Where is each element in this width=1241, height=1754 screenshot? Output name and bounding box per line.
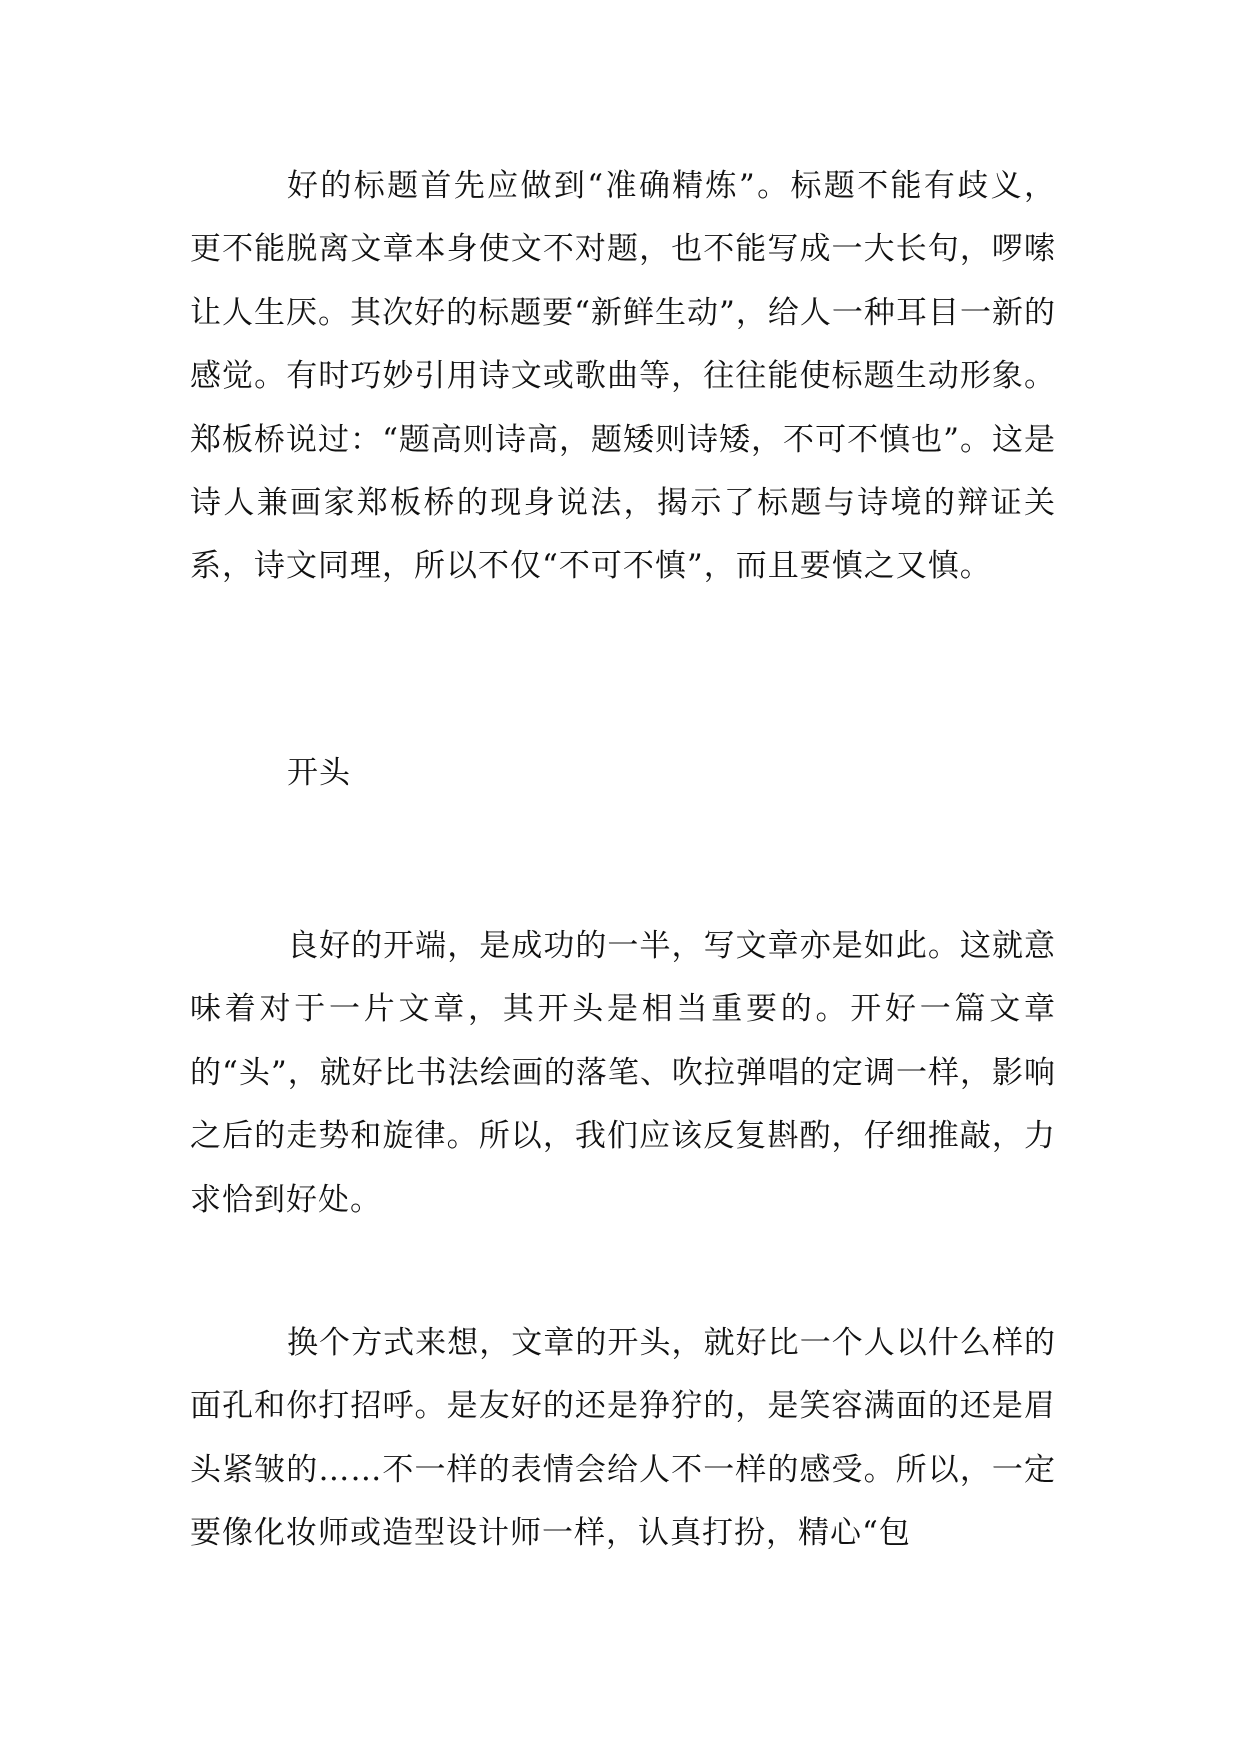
- section-heading-opening: 开头: [287, 755, 351, 791]
- paragraph-title-quality: 好的标题首先应做到“准确精炼”。标题不能有歧义，更不能脱离文章本身使文不对题，也不能写成一大长句，啰嗦让人生厌。其次好的标题要“新鲜生动”，给人一种耳目一新的感觉。有时巧妙引用诗文或歌曲等，往往能使标题生动形象。郑板桥说过：“题高则诗高，题矮则诗矮，不可不慎也”。这是诗人兼画家郑板桥的现身说法，揭示了标题与诗境的辩证关系，诗文同理，所以不仅“不可不慎”，而且要慎之又慎。: [190, 168, 1056, 585]
- paragraph-good-beginning: 良好的开端，是成功的一半，写文章亦是如此。这就意味着对于一片文章，其开头是相当重要的。开好一篇文章的“头”，就好比书法绘画的落笔、吹拉弹唱的定调一样，影响之后的走势和旋律。所以，我们应该反复斟酌，仔细推敲，力求恰到好处。: [190, 928, 1056, 1218]
- paragraph-opening-analogy: 换个方式来想，文章的开头，就好比一个人以什么样的面孔和你打招呼。是友好的还是狰狞的，是笑容满面的还是眉头紧皱的……不一样的表情会给人不一样的感受。所以，一定要像化妆师或造型设计师一样，认真打扮，精心“包: [190, 1325, 1056, 1552]
